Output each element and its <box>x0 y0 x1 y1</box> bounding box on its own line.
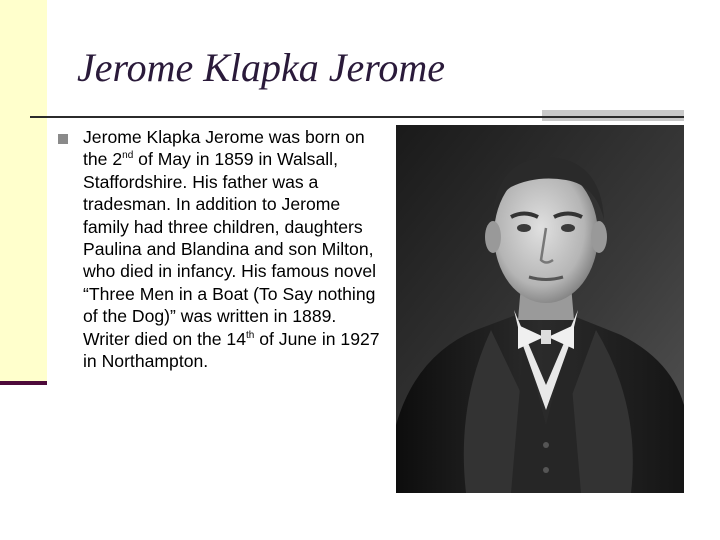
left-accent-bar <box>0 381 47 385</box>
left-accent-band <box>0 0 47 384</box>
bio-text-part-1: Jerome Klapka Jerome was born on the 2 <box>83 127 365 170</box>
bio-superscript-2: th <box>246 329 255 341</box>
bio-superscript-1: nd <box>122 150 134 162</box>
title-divider-line <box>30 116 684 118</box>
portrait-photo <box>396 125 684 493</box>
bullet-square-icon <box>58 134 68 144</box>
bio-text-part-3: of June in 1927 in Northampton. <box>83 328 380 372</box>
bio-text-part-2: of May in 1859 in Walsall, Staffordshire. His father was a tradesman. In addition to Jerome family had three children, daughters Paulina and Blandina and son Milton, who died in infancy. His famous novel “Three Men in a Boat (To Say nothing of the Dog)” was written in 1889. Writer died on the 14 <box>83 149 377 349</box>
portrait-illustration <box>396 125 684 493</box>
slide-title: Jerome Klapka Jerome <box>77 45 446 90</box>
biography-paragraph <box>83 126 383 372</box>
